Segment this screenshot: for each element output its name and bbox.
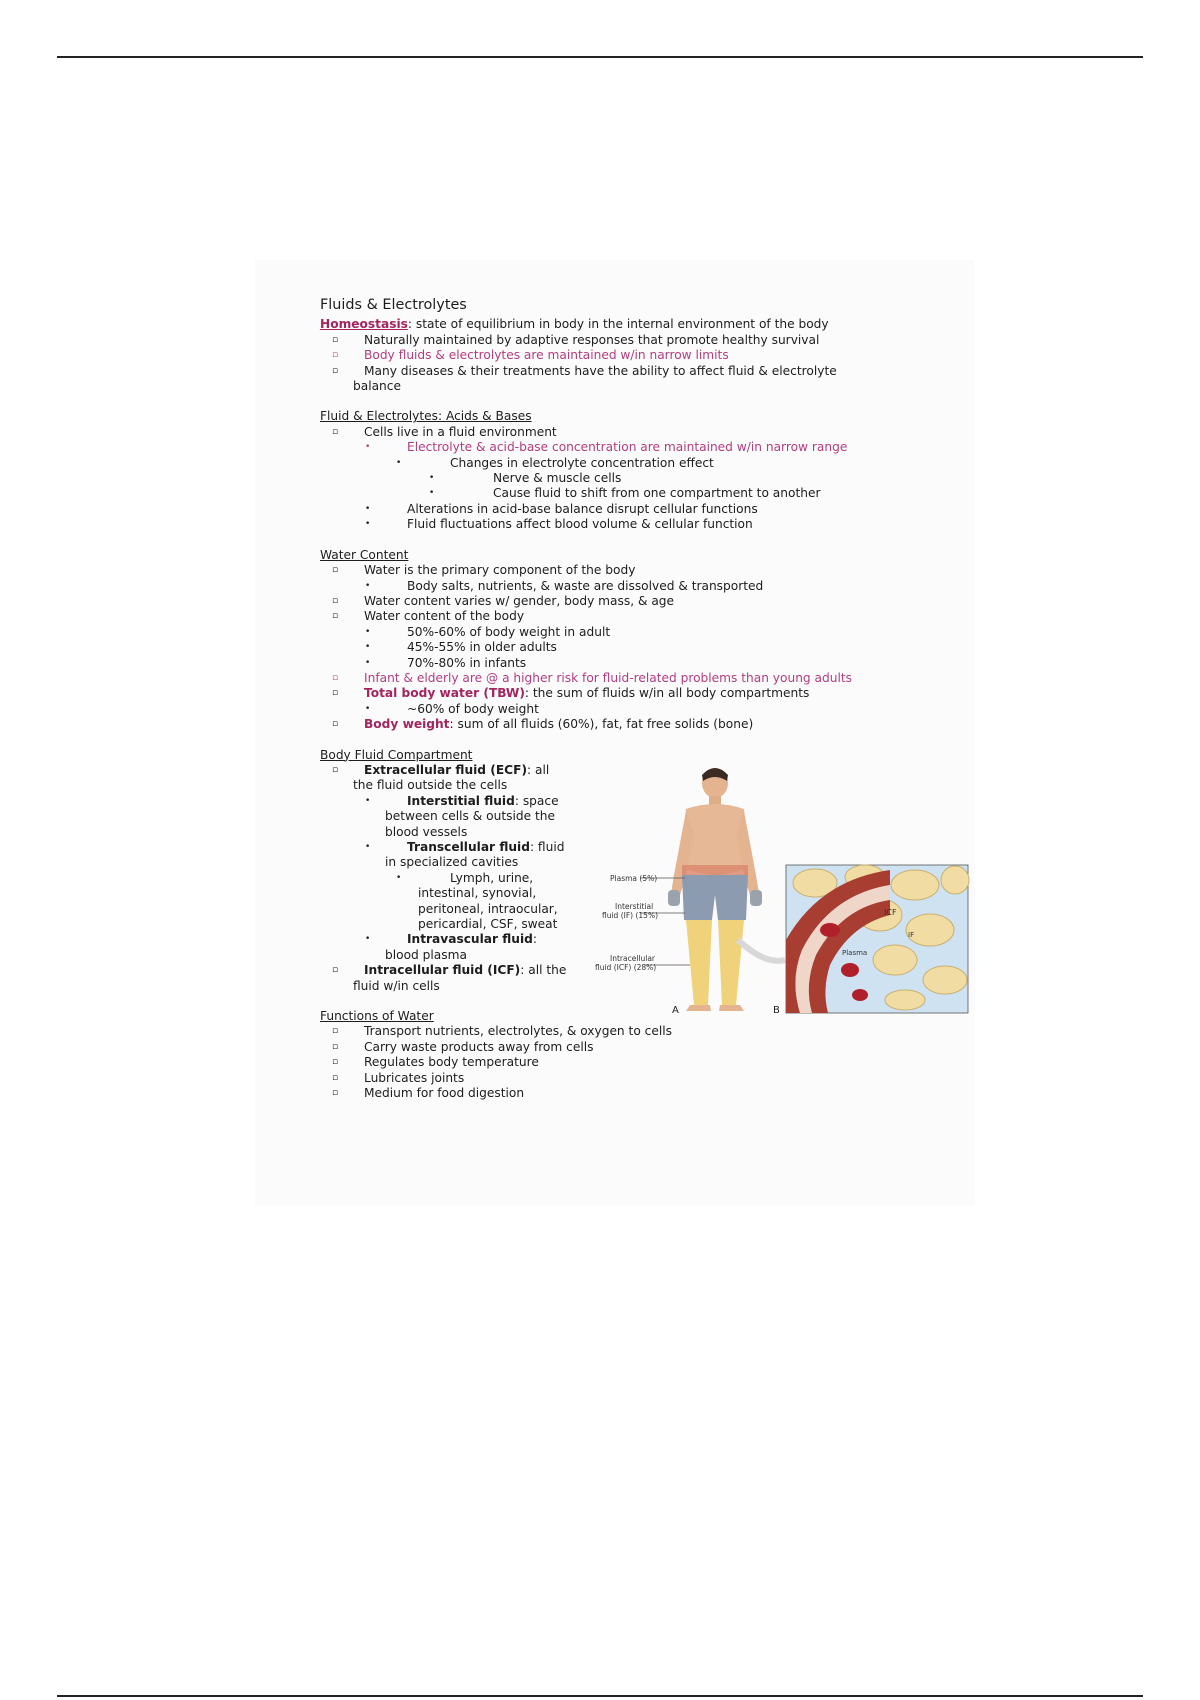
list-item <box>320 333 930 348</box>
item-text: ~60% of body weight <box>407 701 539 716</box>
item-text: Body salts, nutrients, & waste are dissolved & transported <box>407 578 764 593</box>
item-text: Body fluids & electrolytes are maintained w/in narrow limits <box>364 348 729 363</box>
label-icf: ICF <box>884 908 897 917</box>
list-item <box>320 579 930 594</box>
list-item <box>320 609 930 624</box>
ivf-term: Intravascular fluid <box>407 932 533 947</box>
bullet-icon: • <box>365 657 371 668</box>
item-text: 45%-55% in older adults <box>407 640 557 655</box>
item-text: Cause fluid to shift from one compartment to another <box>493 486 821 501</box>
bullet-icon: • <box>429 488 435 499</box>
square-bullet-icon: ▫ <box>332 426 339 437</box>
item-text: Lymph, urine, <box>450 870 534 885</box>
square-bullet-icon: ▫ <box>332 965 339 976</box>
list-item <box>320 1055 930 1070</box>
section-heading-acids: Fluid & Electrolytes: Acids & Bases <box>320 409 532 424</box>
list-item <box>320 456 930 471</box>
square-bullet-icon: ▫ <box>332 764 339 775</box>
item-text: Lubricates joints <box>364 1070 465 1085</box>
list-item <box>320 348 930 363</box>
bullet-icon: • <box>365 626 371 637</box>
list-item <box>320 594 930 609</box>
list-item-continuation: blood plasma <box>385 947 467 962</box>
item-text: Many diseases & their treatments have the ability to affect fluid & electrolyte <box>364 363 837 378</box>
list-item <box>320 1086 930 1101</box>
item-text: Regulates body temperature <box>364 1055 539 1070</box>
list-item <box>320 563 930 578</box>
item-text: Water content of the body <box>364 609 525 624</box>
list-item-continuation: intestinal, synovial, <box>418 886 537 901</box>
ecf-term: Extracellular fluid (ECF) <box>364 762 528 777</box>
list-item <box>320 640 930 655</box>
tissue-inset <box>786 865 969 1013</box>
section-heading-compartment: Body Fluid Compartment <box>320 747 473 762</box>
tcf-term: Transcellular fluid <box>407 840 530 854</box>
bullet-icon: • <box>365 934 371 945</box>
square-bullet-icon: ▫ <box>332 1057 339 1068</box>
item-text: : space <box>514 793 559 808</box>
list-item <box>320 686 930 701</box>
homeostasis-term: Homeostasis <box>320 317 408 332</box>
list-item <box>320 486 930 501</box>
list-item-continuation: the fluid outside the cells <box>353 778 508 793</box>
item-text: Cells live in a fluid environment <box>364 424 557 439</box>
square-bullet-icon: ▫ <box>332 1088 339 1099</box>
list-item <box>320 1040 930 1055</box>
section-heading-water: Water Content <box>320 547 409 562</box>
square-bullet-icon: ▫ <box>332 1026 339 1037</box>
item-text: 50%-60% of body weight in adult <box>407 624 611 639</box>
item-text: : <box>532 932 537 947</box>
bullet-icon: • <box>365 519 371 530</box>
human-figure <box>668 768 762 1011</box>
list-item <box>320 702 930 717</box>
bullet-icon: • <box>365 795 371 806</box>
square-bullet-icon: ▫ <box>332 611 339 622</box>
label-intracellular-2: fluid (ICF) (28%) <box>595 963 657 972</box>
bullet-icon: • <box>365 842 371 852</box>
label-if: IF <box>908 931 915 939</box>
homeostasis-text: : state of equilibrium in body in the internal environment of the body <box>407 317 829 332</box>
item-text: : sum of all fluids (60%), fat, fat free solids (bone) <box>449 717 754 732</box>
list-item-continuation: in specialized cavities <box>385 855 519 870</box>
label-plasma-b: Plasma <box>842 949 868 957</box>
bw-term: Body weight <box>364 717 450 732</box>
list-item <box>320 517 930 532</box>
square-bullet-icon: ▫ <box>332 1041 339 1052</box>
section-heading-functions: Functions of Water <box>320 1009 434 1024</box>
list-item <box>320 1024 930 1039</box>
square-bullet-icon: ▫ <box>332 1072 339 1083</box>
item-text: Carry waste products away from cells <box>364 1039 594 1054</box>
square-bullet-icon: ▫ <box>332 365 339 376</box>
bullet-icon: • <box>365 642 371 653</box>
item-text: 70%-80% in infants <box>407 655 527 670</box>
item-text: Naturally maintained by adaptive responses that promote healthy survival <box>364 332 820 347</box>
bullet-icon: • <box>365 580 371 591</box>
list-item <box>320 502 930 517</box>
list-item <box>320 656 930 671</box>
square-bullet-icon: ▫ <box>332 334 339 345</box>
item-text: Transport nutrients, electrolytes, & oxygen to cells <box>364 1024 672 1039</box>
label-a: A <box>672 1005 679 1015</box>
list-item-continuation: fluid w/in cells <box>353 978 440 993</box>
square-bullet-icon: ▫ <box>332 688 339 699</box>
list-item <box>320 717 930 732</box>
footer-rule <box>57 1695 1143 1697</box>
label-b: B <box>773 1005 780 1015</box>
body-fluid-figure <box>590 765 970 1015</box>
icf-term: Intracellular fluid (ICF) <box>364 963 521 978</box>
item-text: Infant & elderly are @ a higher risk for fluid-related problems than young adults <box>364 670 852 685</box>
square-bullet-icon: ▫ <box>332 595 339 606</box>
item-text: : the sum of fluids w/in all body compartments <box>524 686 810 701</box>
list-item <box>320 440 930 455</box>
item-text: Fluid fluctuations affect blood volume & cellular function <box>407 517 753 532</box>
bullet-icon: • <box>365 703 371 714</box>
list-item-continuation: balance <box>353 379 401 394</box>
bullet-icon: • <box>365 442 371 453</box>
label-intracellular-1: Intracellular <box>610 954 656 963</box>
bullet-icon: • <box>396 457 402 468</box>
item-text: Medium for food digestion <box>364 1086 525 1101</box>
list-item <box>320 471 930 486</box>
list-item-continuation: blood vessels <box>385 824 468 839</box>
item-text: : all the <box>520 963 567 978</box>
label-interstitial-1: Interstitial <box>615 902 654 911</box>
list-item <box>320 625 930 640</box>
isf-term: Interstitial fluid <box>407 793 515 808</box>
page-title: Fluids & Electrolytes <box>320 297 467 313</box>
item-text: : all <box>527 762 550 777</box>
bullet-icon: • <box>429 473 435 484</box>
item-text: Electrolyte & acid-base concentration are maintained w/in narrow range <box>407 440 848 455</box>
list-item <box>320 1071 930 1086</box>
list-item-continuation: between cells & outside the <box>385 809 555 824</box>
item-text: Alterations in acid-base balance disrupt cellular functions <box>407 501 758 516</box>
item-text: Nerve & muscle cells <box>493 471 622 486</box>
list-item <box>320 671 930 686</box>
header-rule <box>57 56 1143 58</box>
square-bullet-icon: ▫ <box>332 565 339 576</box>
item-text: : fluid <box>529 840 565 854</box>
homeostasis-def <box>320 317 930 332</box>
square-bullet-icon: ▫ <box>332 350 339 361</box>
square-bullet-icon: ▫ <box>332 672 339 683</box>
item-text: Changes in electrolyte concentration effect <box>450 455 714 470</box>
square-bullet-icon: ▫ <box>332 719 339 730</box>
label-interstitial-2: fluid (IF) (15%) <box>602 911 658 920</box>
list-item-continuation: pericardial, CSF, sweat <box>418 917 558 932</box>
list-item <box>320 364 930 379</box>
list-item <box>320 425 930 440</box>
item-text: Water content varies w/ gender, body mass, & age <box>364 593 675 608</box>
list-item-continuation: peritoneal, intraocular, <box>418 901 558 916</box>
tbw-term: Total body water (TBW) <box>364 686 525 701</box>
item-text: Water is the primary component of the body <box>364 563 636 578</box>
bullet-icon: • <box>365 503 371 514</box>
bullet-icon: • <box>396 872 402 883</box>
label-plasma: Plasma (5%) <box>610 874 658 883</box>
